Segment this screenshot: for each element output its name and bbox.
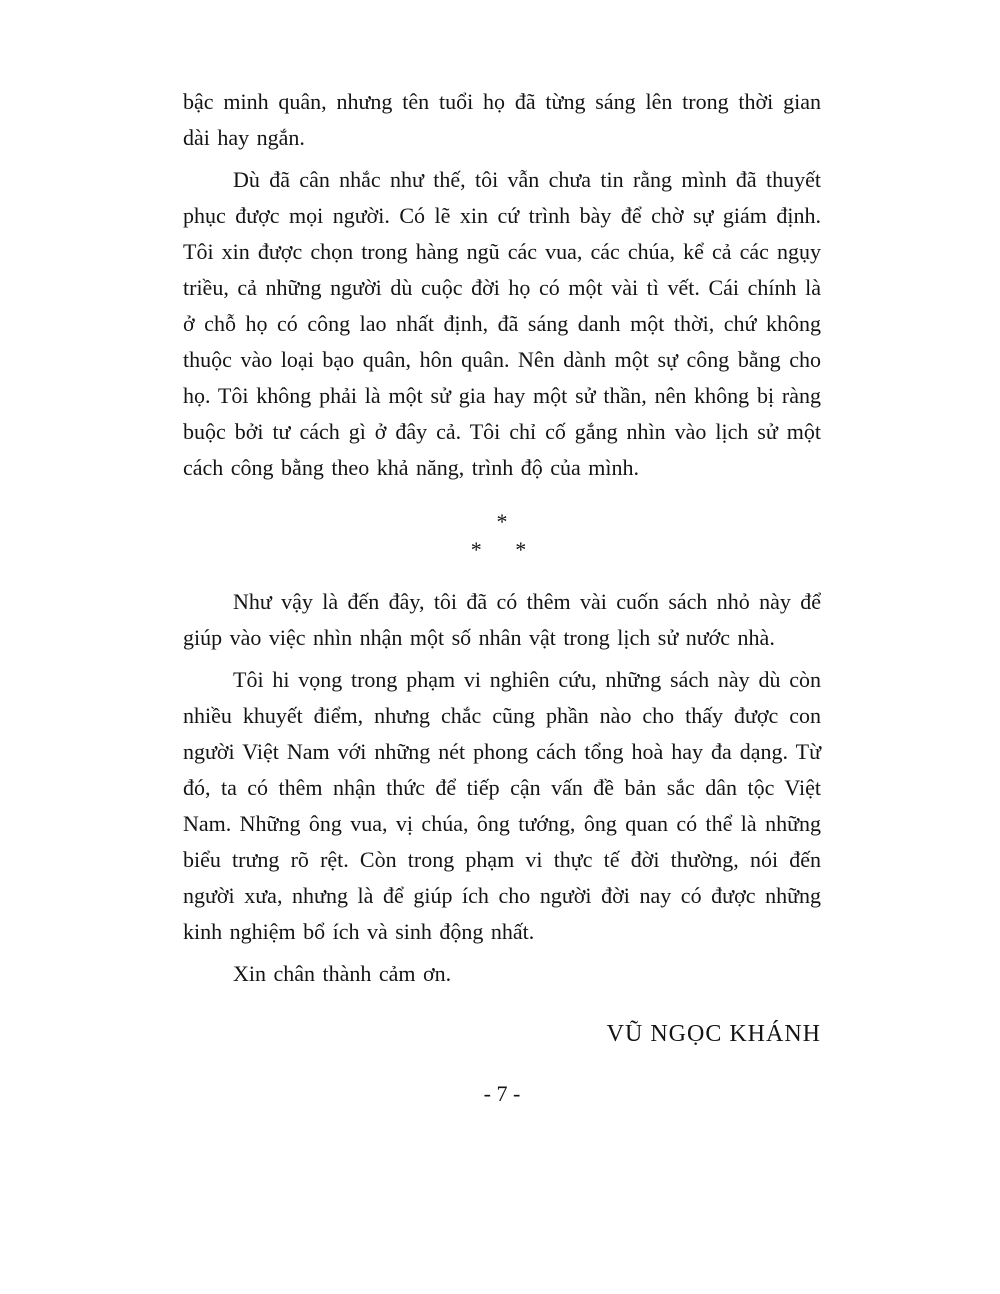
paragraph-closing-thanks: Xin chân thành cảm ơn. (233, 961, 452, 986)
section-separator (183, 508, 821, 564)
paragraph: Dù đã cân nhắc như thế, tôi vẫn chưa tin rằng mình đã thuyết phục được mọi người. Có lẽ xin cứ trình bày để chờ sự giám định. Tôi xin được chọn trong hàng ngũ các vua, các chúa, kể cả các ngụy triều, cả những người dù cuộc đời họ có một vài tì vết. Cái chính là ở chỗ họ có công lao nhất định, đã sáng danh một thời, chứ không thuộc vào loại bạo quân, hôn quân. Nên dành một sự công bằng cho họ. Tôi không phải là một sử gia hay một sử thần, nên không bị ràng buộc bởi tư cách gì ở đây cả. Tôi chỉ cố gắng nhìn vào lịch sử một cách công bằng theo khả năng, trình độ của mình. (183, 167, 821, 480)
page-number: - 7 - (483, 1081, 521, 1106)
separator-star-top: * (496, 509, 508, 534)
separator-stars-bottom: * * (470, 537, 541, 562)
paragraph-continuation: bậc minh quân, nhưng tên tuổi họ đã từng sáng lên trong thời gian dài hay ngắn. (183, 89, 821, 150)
page-text-block (183, 84, 821, 1112)
author-signature: VŨ NGỌC KHÁNH (606, 1021, 821, 1047)
paragraph: Tôi hi vọng trong phạm vi nghiên cứu, những sách này dù còn nhiều khuyết điểm, nhưng chắc cũng phần nào cho thấy được con người Việt Nam với những nét phong cách tổng hoà hay đa dạng. Từ đó, ta có thêm nhận thức để tiếp cận vấn đề bản sắc dân tộc Việt Nam. Những ông vua, vị chúa, ông tướng, ông quan có thể là những biểu trưng rõ rệt. Còn trong phạm vi thực tế đời thường, nói đến người xưa, nhưng là để giúp ích cho người đời nay có được những kinh nghiệm bổ ích và sinh động nhất. (183, 667, 821, 944)
paragraph: Như vậy là đến đây, tôi đã có thêm vài cuốn sách nhỏ này để giúp vào việc nhìn nhận một số nhân vật trong lịch sử nước nhà. (183, 589, 821, 650)
